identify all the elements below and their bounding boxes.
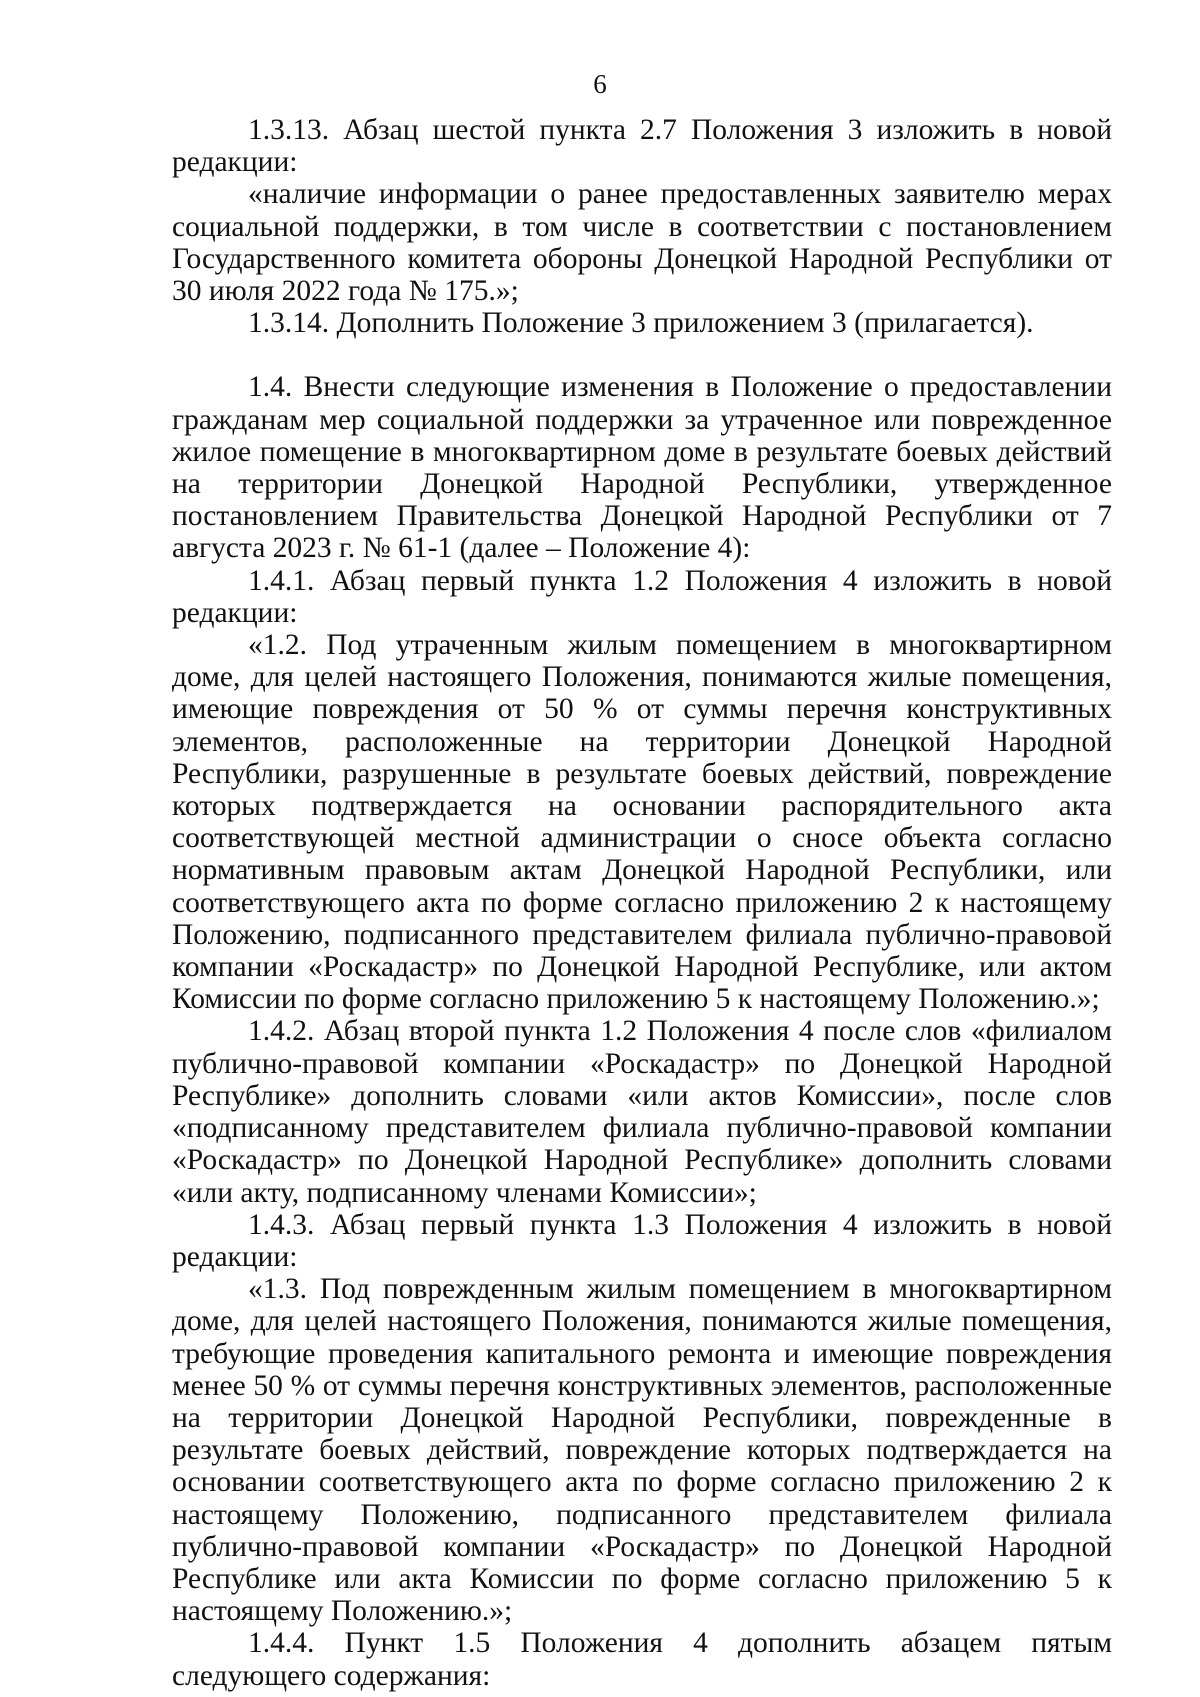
paragraph-1-4-3: 1.4.3. Абзац первый пункта 1.3 Положения 4 изложить в новой редакции: — [172, 1208, 1112, 1273]
paragraph-1-4-3-quote: «1.3. Под поврежденным жилым помещением в многоквартирном доме, для целей настоящего Положения, понимаются жилые помещения, требующие проведения капитального ремонта и имеющие повреждения менее 50 % от суммы перечня конструктивных элементов, расположенные на территории Донецкой Народной Республики, поврежденные в результате боевых действий, повреждение которых подтверждается на основании соответствующего акта по форме согласно приложению 2 к настоящему Положению, подписанного представителем филиала публично-правовой компании «Роскадастр» по Донецкой Народной Республике или акта Комиссии по форме согласно приложению 5 к настоящему Положению.»; — [172, 1273, 1112, 1628]
paragraph-1-3-13: 1.3.13. Абзац шестой пункта 2.7 Положения 3 изложить в новой редакции: — [172, 114, 1112, 179]
paragraph-1-4-1: 1.4.1. Абзац первый пункта 1.2 Положения 4 изложить в новой редакции: — [172, 564, 1112, 629]
section-spacer — [172, 339, 1112, 371]
paragraph-1-4-2: 1.4.2. Абзац второй пункта 1.2 Положения 4 после слов «филиалом публично-правовой компании «Роскадастр» по Донецкой Народной Республике» дополнить словами «или актов Комиссии», после слов «подписанному представителем филиала публично-правовой компании «Роскадастр» по Донецкой Народной Республике» дополнить словами «или акту, подписанному членами Комиссии»; — [172, 1015, 1112, 1209]
paragraph-1-3-14: 1.3.14. Дополнить Положение 3 приложением 3 (прилагается). — [248, 307, 1034, 340]
paragraph-1-4-1-quote: «1.2. Под утраченным жилым помещением в многоквартирном доме, для целей настоящего Положения, понимаются жилые помещения, имеющие повреждения от 50 % от суммы перечня конструктивных элементов, расположенные на территории Донецкой Народной Республики, разрушенные в результате боевых действий, повреждение которых подтверждается на основании распорядительного акта соответствующей местной администрации о сносе объекта согласно нормативным правовым актам Донецкой Народной Республики, или соответствующего акта по форме согласно приложению 2 к настоящему Положению, подписанного представителем филиала публично-правовой компании «Роскадастр» по Донецкой Народной Республике, или актом Комиссии по форме согласно приложению 5 к настоящему Положению.»; — [172, 629, 1112, 1016]
page-number: 6 — [593, 69, 607, 99]
paragraph-1-4: 1.4. Внести следующие изменения в Положение о предоставлении гражданам мер социальной поддержки за утраченное или поврежденное жилое помещение в многоквартирном доме в результате боевых действий на территории Донецкой Народной Республики, утвержденное постановлением Правительства Донецкой Народной Республики от 7 августа 2023 г. № 61-1 (далее – Положение 4): — [172, 371, 1112, 565]
paragraph-1-3-13-quote: «наличие информации о ранее предоставленных заявителю мерах социальной поддержки, в том числе в соответствии с постановлением Государственного комитета обороны Донецкой Народной Республики от 30 июля 2022 года № 175.»; — [172, 178, 1112, 308]
paragraph-1-4-4: 1.4.4. Пункт 1.5 Положения 4 дополнить абзацем пятым следующего содержания: — [172, 1627, 1112, 1692]
document-body — [172, 114, 1112, 1692]
